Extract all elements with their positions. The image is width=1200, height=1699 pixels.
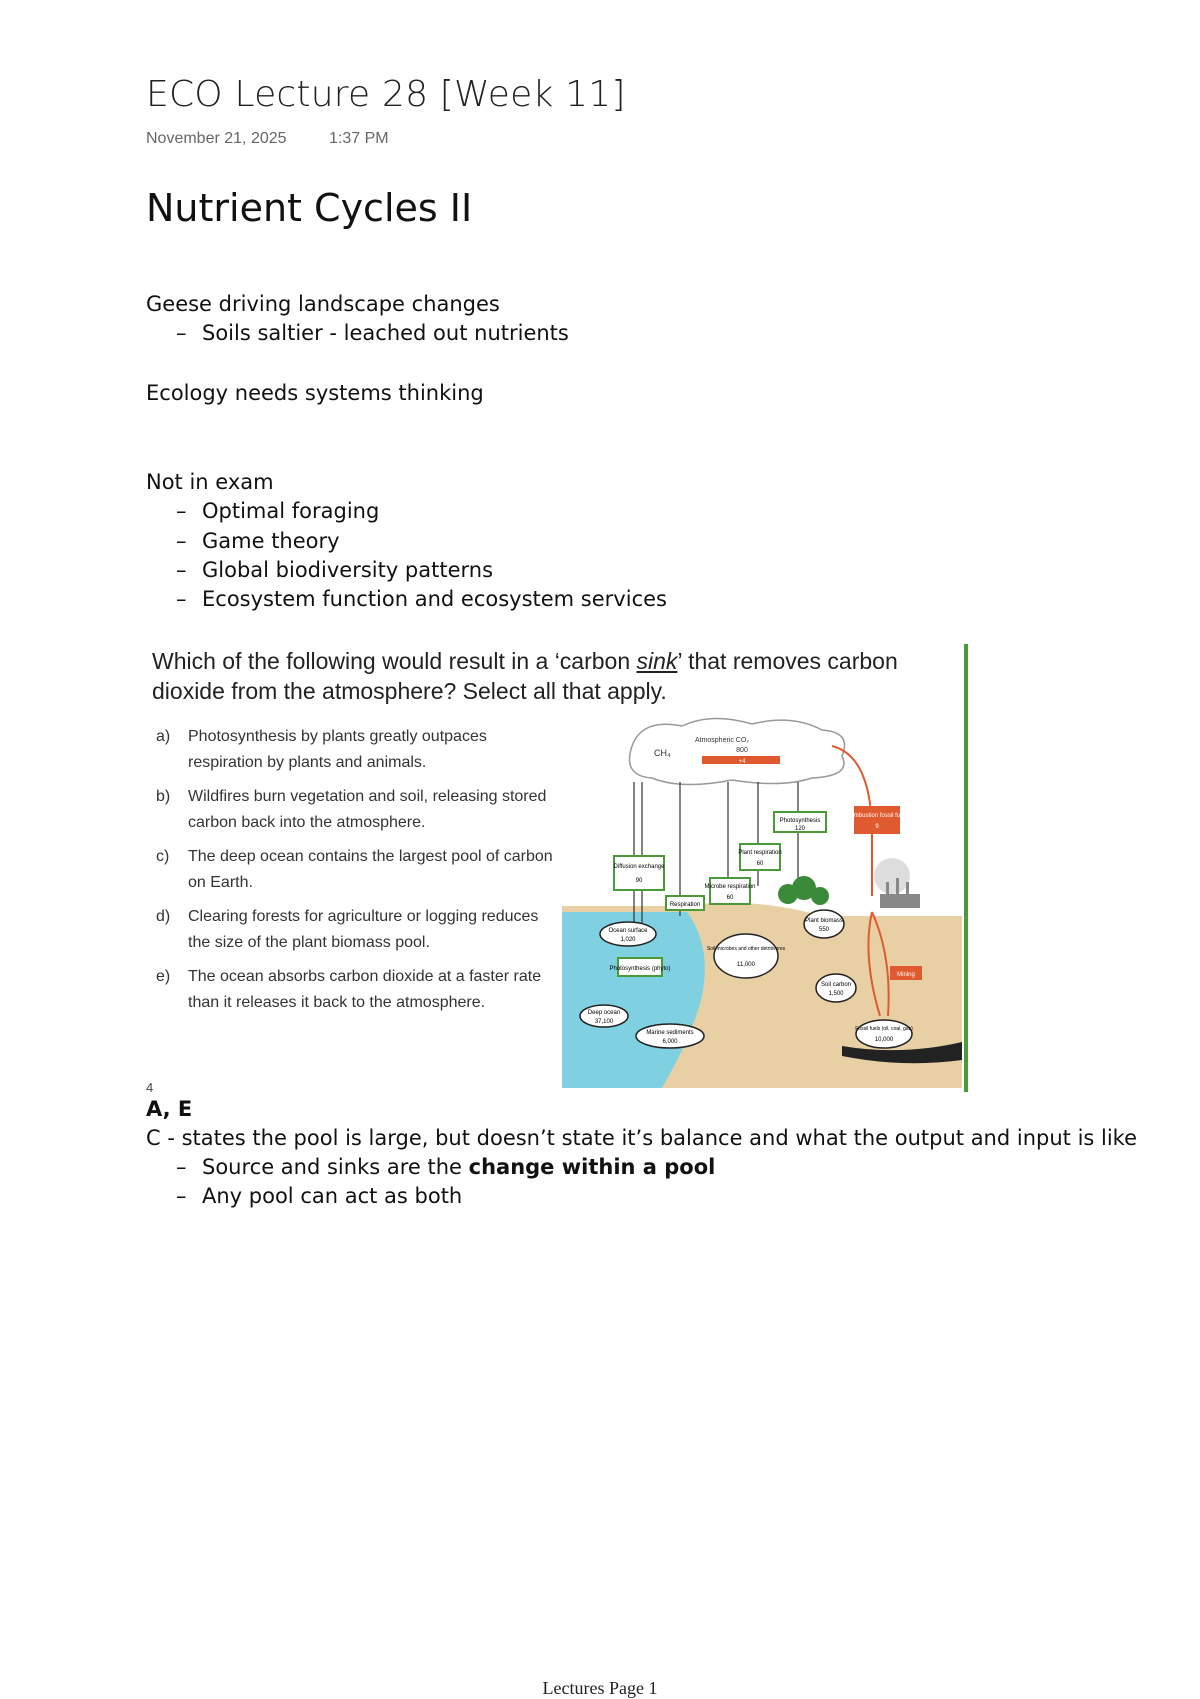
slide-option-e: e) The ocean absorbs carbon dioxide at a faster rate than it releases it back to the atmosphere. bbox=[156, 968, 542, 1011]
dash-icon: – bbox=[176, 558, 187, 582]
note-c-explanation: C - states the pool is large, but doesn’t state it’s balance and what the output and input is like bbox=[146, 1126, 1138, 1150]
photo-ocean-label: Photosynthesis (phyto) bbox=[609, 966, 671, 972]
list-item-emphasis: change within a pool bbox=[468, 1155, 716, 1179]
microbe-resp-value: 60 bbox=[726, 895, 734, 901]
list-item-text: Optimal foraging bbox=[202, 499, 380, 523]
list-item bbox=[176, 587, 667, 611]
dash-icon: – bbox=[176, 321, 187, 345]
atmosphere-tag: +4 bbox=[738, 759, 746, 765]
list-item-text: Source and sinks are the bbox=[202, 1155, 469, 1179]
diffusion-value: 90 bbox=[635, 878, 643, 884]
list-item-text: Ecosystem function and ecosystem services bbox=[202, 587, 667, 611]
soil-carbon-label: Soil carbon bbox=[820, 982, 852, 988]
list-item bbox=[176, 529, 340, 553]
note-geese-bullet-text: Soils saltier - leached out nutrients bbox=[202, 321, 569, 345]
note-systems: Ecology needs systems thinking bbox=[146, 381, 484, 405]
deep-ocean-label: Deep ocean bbox=[587, 1010, 621, 1016]
slide-option-a: a) Photosynthesis by plants greatly outpaces respiration by plants and animals. bbox=[156, 728, 487, 771]
note-not-in-exam: Not in exam bbox=[146, 470, 274, 494]
marine-sed-label: Marine sediments bbox=[646, 1030, 694, 1036]
page-time: 1:37 PM bbox=[328, 130, 389, 147]
dash-icon: – bbox=[176, 529, 187, 553]
slide-option-b: b) Wildfires burn vegetation and soil, releasing stored carbon back into the atmosphere. bbox=[156, 788, 547, 831]
combustion-value: 9 bbox=[875, 824, 879, 830]
ocean-surface-label: Ocean surface bbox=[608, 928, 648, 934]
page-date: November 21, 2025 bbox=[146, 130, 287, 147]
slide-question-sink: sink bbox=[636, 648, 678, 674]
list-item-text: Global biodiversity patterns bbox=[202, 558, 494, 582]
note-geese: Geese driving landscape changes bbox=[146, 292, 500, 316]
page-title: ECO Lecture 28 [Week 11] bbox=[146, 74, 626, 115]
microbe-resp-label: Microbe respiration bbox=[704, 884, 756, 890]
soil-microbes-value: 11,000 bbox=[737, 962, 755, 968]
atmosphere-value: 800 bbox=[736, 747, 748, 754]
soil-microbes-label: Soil microbes and other detritivores bbox=[706, 946, 786, 952]
embedded-slide bbox=[146, 640, 970, 1092]
list-item-text: Game theory bbox=[202, 529, 340, 553]
plant-biomass-value: 550 bbox=[818, 927, 830, 933]
plant-resp-value: 60 bbox=[756, 861, 764, 867]
plant-biomass-label: Plant biomass bbox=[805, 918, 843, 924]
soil-carbon-value: 1,500 bbox=[828, 991, 844, 997]
atmosphere-label: Atmospheric CO₂ bbox=[694, 737, 750, 744]
slide-number: 4 bbox=[146, 1080, 154, 1095]
ocean-surface-value: 1,020 bbox=[620, 937, 636, 943]
page-footer: Lectures Page 1 bbox=[542, 1678, 658, 1698]
dash-icon: – bbox=[176, 1184, 187, 1208]
deep-ocean-value: 37,100 bbox=[594, 1019, 614, 1025]
marine-sed-value: 6,000 bbox=[662, 1039, 678, 1045]
respiration-label: Respiration bbox=[669, 902, 701, 908]
section-heading: Nutrient Cycles II bbox=[146, 186, 473, 230]
slide-question: Which of the following would result in a ‘carbon sink’ that removes carbon dioxide from the atmosphere? Select all that apply. bbox=[152, 648, 898, 704]
photosynthesis-label: Photosynthesis bbox=[779, 818, 821, 824]
fossil-label: Fossil fuels (oil, coal, gas) bbox=[855, 1026, 913, 1032]
dash-icon: – bbox=[176, 587, 187, 611]
page-meta bbox=[146, 130, 427, 148]
list-item bbox=[176, 1155, 715, 1179]
dash-icon: – bbox=[176, 1155, 187, 1179]
slide-option-c: c) The deep ocean contains the largest pool of carbon on Earth. bbox=[156, 848, 553, 891]
combustion-label: Combustion fossil fuels bbox=[846, 813, 908, 819]
mining-label: Mining bbox=[897, 972, 915, 978]
answer: A, E bbox=[146, 1097, 193, 1121]
slide-options bbox=[156, 724, 556, 1024]
carbon-cycle-diagram bbox=[562, 716, 962, 1088]
photosynthesis-value: 120 bbox=[794, 826, 806, 832]
ch4-label: CH₄ bbox=[654, 748, 671, 758]
list-item bbox=[176, 499, 379, 523]
note-geese-bullet bbox=[176, 321, 569, 345]
slide-accent-bar bbox=[964, 644, 968, 1092]
fossil-value: 10,000 bbox=[874, 1037, 894, 1043]
list-item-text: Any pool can act as both bbox=[202, 1184, 463, 1208]
diffusion-label: Diffusion exchange bbox=[613, 864, 665, 870]
dash-icon: – bbox=[176, 499, 187, 523]
list-item bbox=[176, 1184, 462, 1208]
list-item bbox=[176, 558, 493, 582]
slide-option-d: d) Clearing forests for agriculture or logging reduces the size of the plant biomass pool. bbox=[156, 908, 539, 951]
plant-resp-label: Plant respiration bbox=[738, 850, 782, 856]
